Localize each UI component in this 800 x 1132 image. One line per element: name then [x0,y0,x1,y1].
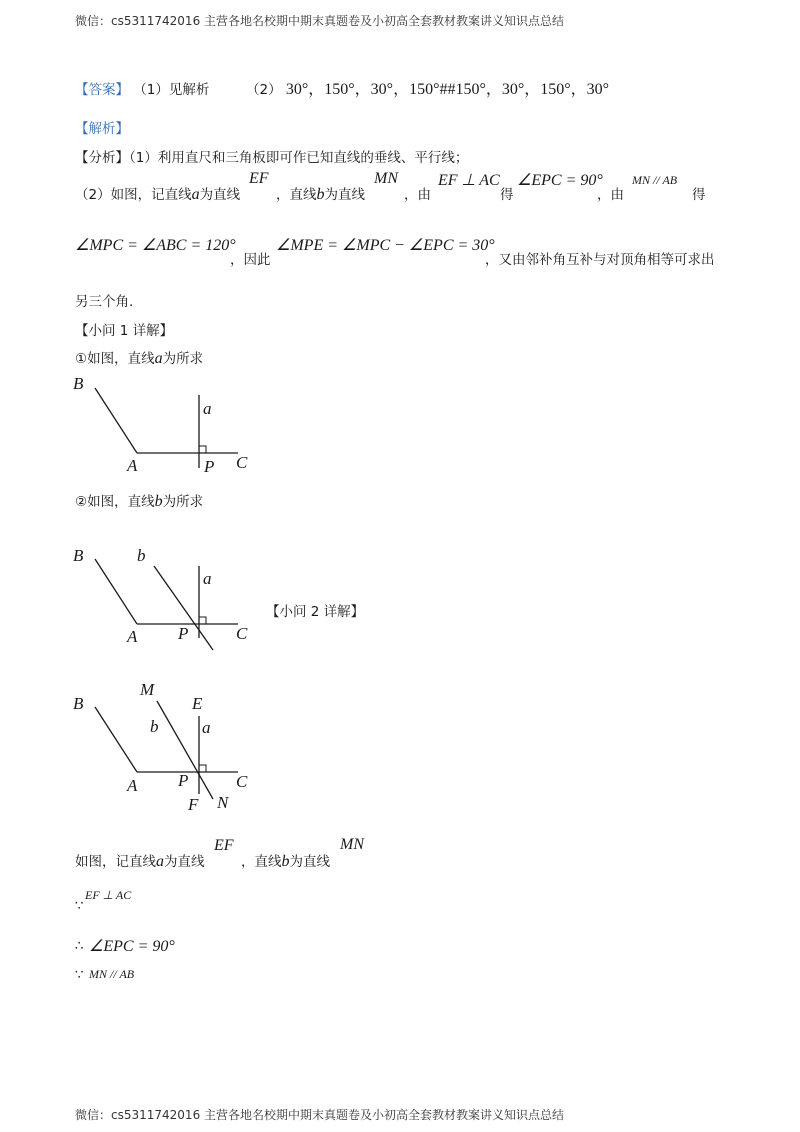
label-a: a [203,399,212,418]
math-angle-EPC: ∠EPC = 90° [517,172,603,189]
q1-text: 为所求 [162,494,204,510]
answer-part1: （1）见解析 [133,82,210,98]
label-M: M [140,680,155,699]
math-eq-MPE: ∠MPE = ∠MPC − ∠EPC = 30° [276,237,495,254]
label-B: B [73,694,84,713]
var-a: a [191,186,200,203]
math-MN: MN [340,836,364,853]
label-E: E [192,694,203,713]
because-symbol-1: ∵ [75,898,84,914]
math-EF-perp-AC: EF ⊥ AC [438,172,500,189]
label-P: P [204,457,215,476]
analysis-text: ，直线 [276,187,317,203]
analysis-text: ，由 [597,187,624,203]
label-A: A [127,776,138,795]
var-b: b [316,186,325,203]
analysis-line-4: 另三个角. [75,294,134,310]
label-B: B [73,546,84,565]
math-EF: EF [249,170,269,187]
analysis-text-1: （1）利用直尺和三角板即可作已知直线的垂线、平行线； [129,150,469,166]
label-P: P [178,624,189,643]
page-footer: 微信：cs5311742016 主营各地名校期中期末真题卷及小初高全套教材教案讲义知识点总结 [75,1108,565,1122]
page-header: 微信：cs5311742016 主营各地名校期中期末真题卷及小初高全套教材教案讲义知识点总结 [75,14,565,28]
q2-tag: 【小问 2 详解】 [266,604,365,620]
analysis-text: 得 [692,187,706,203]
analysis-section-tag: 【解析】 [75,121,129,137]
math-MN: MN [374,170,398,187]
right-angle-mark [199,765,206,772]
analysis-text: 为直线 [324,187,365,203]
analysis-text: 得 [500,187,514,203]
label-b: b [150,717,159,736]
proof-text: 为直线 [289,854,330,870]
label-a: a [203,569,212,588]
proof-line-1b [241,850,330,871]
var-b: b [281,853,290,870]
proof-text: 为直线 [164,854,205,870]
answer-tag: 【答案】 [75,82,129,98]
label-P: P [178,771,189,790]
therefore-symbol: ∴ [75,938,84,954]
q1-text: ②如图，直线 [75,494,155,510]
q1-text: 为所求 [162,351,204,367]
proof-line-1a [75,850,205,871]
because-symbol-2: ∵ [75,967,84,983]
stmt-EF-perp-AC: EF ⊥ AC [85,888,132,902]
stmt-angle-EPC: ∠EPC = 90° [89,938,175,955]
math-MN-par-AB: MN // AB [632,173,678,187]
line-BA [95,707,137,772]
label-b: b [137,546,146,565]
var-a: a [156,853,164,870]
q1-tag: 【小问 1 详解】 [75,323,174,339]
answer-part2-values: 30°，150°，30°，150°##150°，30°，150°，30° [285,81,610,98]
label-A: A [127,456,138,475]
answer-part2-label: （2） [245,82,282,98]
proof-text: ，直线 [241,854,282,870]
label-C: C [236,453,248,472]
label-C: C [236,772,248,791]
proof-text: 如图，记直线 [75,854,156,870]
analysis-text: ，因此 [230,252,271,268]
analysis-text: ，由 [404,187,431,203]
label-B: B [73,374,84,393]
analysis-text: （2）如图，记直线 [75,187,192,203]
var-b: b [154,493,163,510]
label-F: F [188,795,199,814]
analysis-text: 为直线 [199,187,241,203]
math-eq-MPC: ∠MPC = ∠ABC = 120° [75,237,236,254]
stmt-MN-par-AB: MN // AB [89,967,135,981]
math-EF: EF [214,837,234,854]
label-C: C [236,624,248,643]
var-a: a [154,350,163,367]
label-N: N [217,793,229,812]
label-A: A [127,627,138,646]
label-a: a [202,718,211,737]
q1-text: ①如图，直线 [75,351,155,367]
analysis-text: ，又由邻补角互补与对顶角相等可求出 [485,252,715,268]
analysis-tag: 【分析】 [75,150,129,166]
